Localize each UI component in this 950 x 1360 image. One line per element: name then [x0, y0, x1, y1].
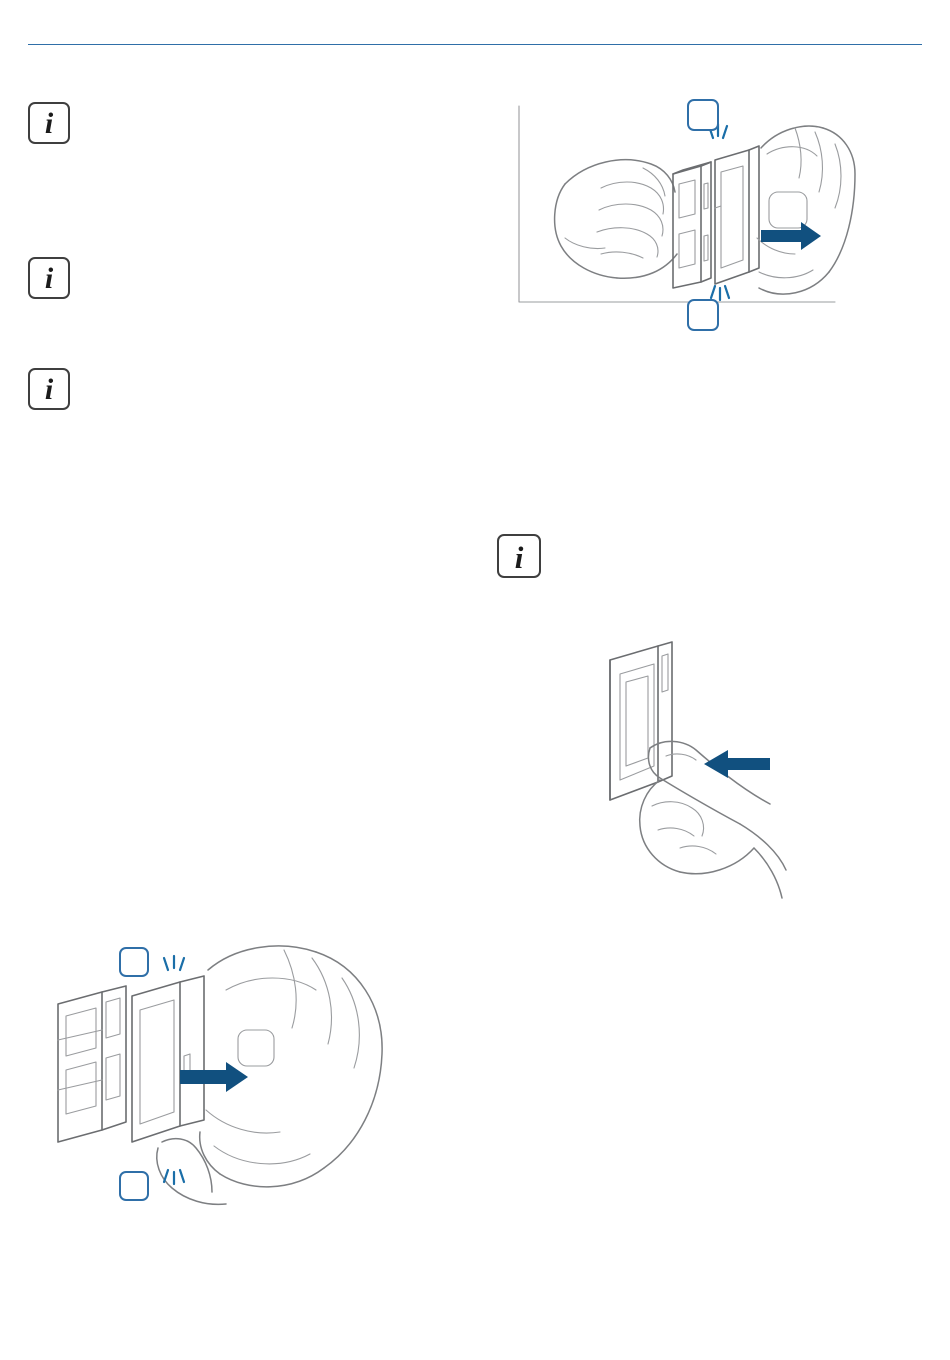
figure-module-removal-from-rail — [40, 930, 460, 1250]
info-icon-glyph: i — [44, 373, 54, 406]
info-icon — [497, 534, 541, 578]
info-icon — [28, 257, 70, 299]
figure-module-snap-onto-rail — [505, 88, 925, 338]
info-icon — [28, 102, 70, 144]
info-icon-glyph: i — [44, 107, 54, 140]
figure-press-module-release — [580, 630, 840, 930]
info-icon-glyph: i — [514, 540, 524, 575]
header-divider — [28, 44, 922, 45]
info-icon-glyph: i — [44, 262, 54, 295]
info-icon — [28, 368, 70, 410]
